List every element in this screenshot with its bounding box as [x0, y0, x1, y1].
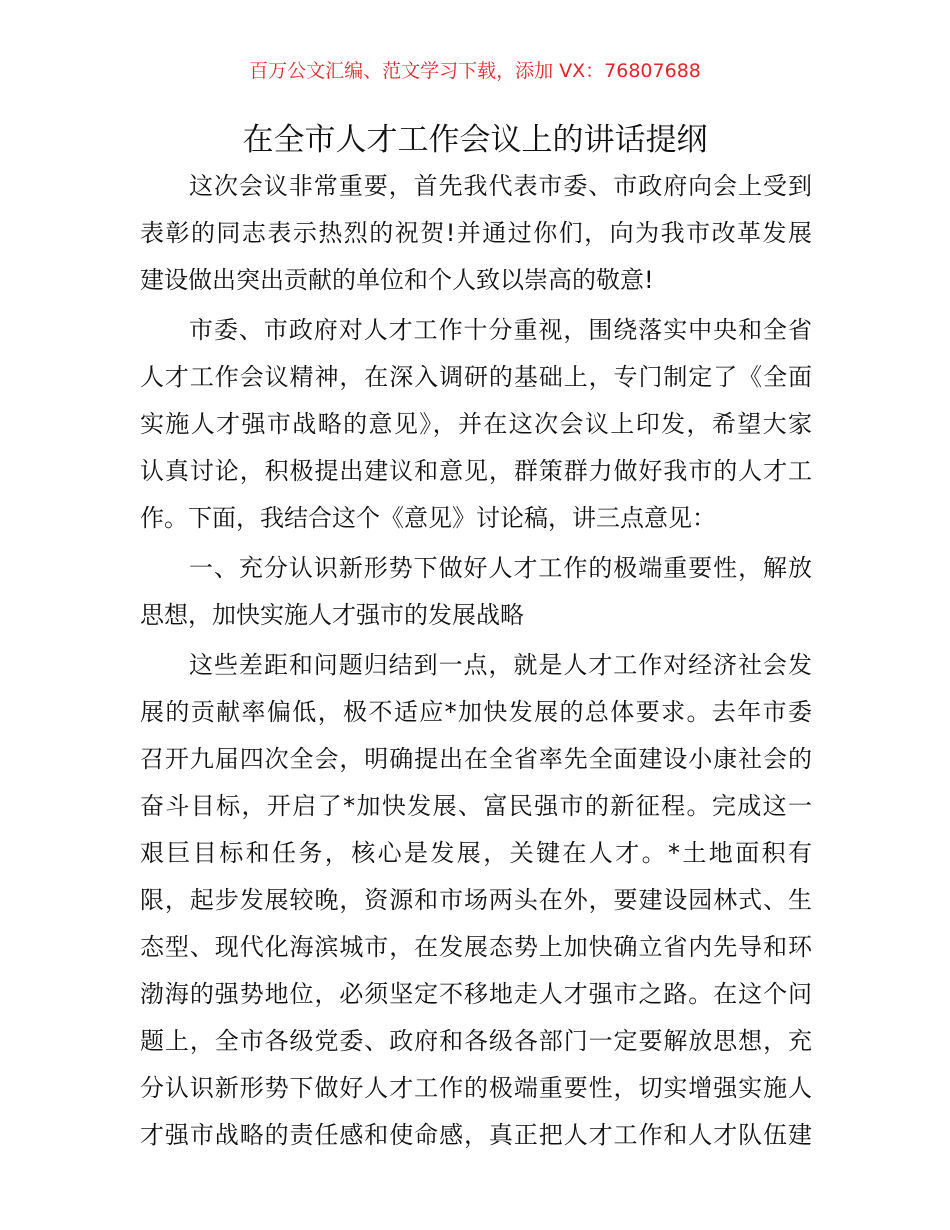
text-line: 市委、市政府对人才工作十分重视，围绕落实中央和全省: [189, 316, 812, 344]
text-line: 艰巨目标和任务，核心是发展，关键在人才。*土地面积有: [140, 839, 812, 867]
text-line: 限，起步发展较晚，资源和市场两头在外，要建设园林式、生: [140, 886, 812, 914]
text-line: 奋斗目标，开启了*加快发展、富民强市的新征程。完成这一: [140, 792, 812, 820]
text-line: 这些差距和问题归结到一点，就是人才工作对经济社会发: [189, 651, 812, 679]
text-line: 认真讨论，积极提出建议和意见，群策群力做好我市的人才工: [140, 457, 812, 485]
text-line: 渤海的强势地位，必须坚定不移地走人才强市之路。在这个问: [140, 980, 812, 1008]
text-line: 思想，加快实施人才强市的发展战略: [140, 601, 524, 629]
text-line: 建设做出突出贡献的单位和个人致以崇高的敬意!: [140, 266, 654, 294]
paragraph: [140, 307, 812, 542]
document-title: 在全市人才工作会议上的讲话提纲: [242, 122, 708, 158]
text-line: 实施人才强市战略的意见》，并在这次会议上印发，希望大家: [140, 410, 812, 438]
text-line: 才强市战略的责任感和使命感，真正把人才工作和人才队伍建: [140, 1121, 812, 1149]
text-line: 表彰的同志表示热烈的祝贺!并通过你们，向为我市改革发展: [140, 219, 812, 247]
text-line: 一、充分认识新形势下做好人才工作的极端重要性，解放: [189, 554, 812, 582]
document-body: [140, 163, 812, 1162]
text-line: 题上，全市各级党委、政府和各级各部门一定要解放思想，充: [140, 1027, 812, 1055]
text-line: 这次会议非常重要，首先我代表市委、市政府向会上受到: [189, 172, 812, 200]
text-line: 展的贡献率偏低，极不适应*加快发展的总体要求。去年市委: [140, 698, 812, 726]
text-line: 召开九届四次全会，明确提出在全省率先全面建设小康社会的: [140, 745, 812, 773]
paragraph: [140, 163, 812, 304]
text-line: 态型、现代化海滨城市，在发展态势上加快确立省内先导和环: [140, 933, 812, 961]
text-line: 分认识新形势下做好人才工作的极端重要性，切实增强实施人: [140, 1074, 812, 1102]
text-line: 作。下面，我结合这个《意见》讨论稿，讲三点意见：: [140, 504, 716, 532]
paragraph: [140, 545, 812, 639]
paragraph: [140, 642, 812, 1159]
download-banner: 百万公文汇编、范文学习下载，添加 VX：76807688: [249, 60, 701, 82]
text-line: 人才工作会议精神，在深入调研的基础上，专门制定了《全面: [140, 363, 812, 391]
